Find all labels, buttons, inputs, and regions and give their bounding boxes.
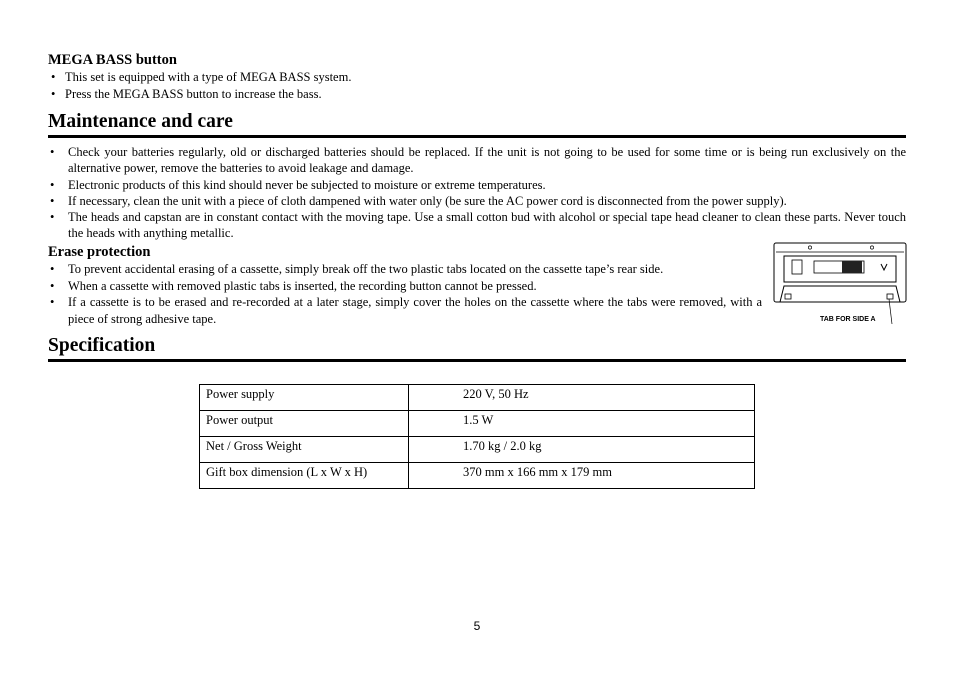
mega-bass-list [48, 69, 908, 102]
spec-label: Net / Gross Weight [200, 437, 409, 463]
cassette-illustration [770, 240, 910, 328]
list-item: • Electronic products of this kind should never be subjected to moisture or extreme temperatures. [48, 177, 906, 193]
spec-value: 1.70 kg / 2.0 kg [409, 437, 755, 463]
table-row [200, 385, 755, 411]
spec-label: Gift box dimension (L x W x H) [200, 463, 409, 489]
spec-value: 220 V, 50 Hz [409, 385, 755, 411]
mega-bass-section [48, 51, 908, 102]
spec-value: 370 mm x 166 mm x 179 mm [409, 463, 755, 489]
table-row [200, 437, 755, 463]
erase-protection-list [48, 261, 762, 327]
table-row [200, 463, 755, 489]
list-item: • This set is equipped with a type of MEGA BASS system. [48, 69, 908, 86]
page-number: 5 [473, 619, 481, 633]
specification-heading: Specification [48, 334, 906, 362]
list-item: • The heads and capstan are in constant contact with the moving tape. Use a small cotton bud with alcohol or special tape head cleaner to clean these parts. Never touch the heads with anything metallic. [48, 209, 906, 242]
list-item: • Check your batteries regularly, old or discharged batteries should be replaced. If the unit is not going to be used for some time or is being run exclusively on the alternative power, remove the batteries to avoid leakage and damage. [48, 144, 906, 177]
list-item: • If a cassette is to be erased and re-recorded at a later stage, simply cover the holes on the cassette where the tabs were removed, with a piece of strong adhesive tape. [48, 294, 762, 327]
erase-protection-section [48, 243, 762, 327]
spec-value: 1.5 W [409, 411, 755, 437]
maintenance-heading: Maintenance and care [48, 110, 906, 138]
spec-label: Power supply [200, 385, 409, 411]
maintenance-list [48, 144, 906, 242]
list-item: • To prevent accidental erasing of a cassette, simply break off the two plastic tabs located on the cassette tape’s rear side. [48, 261, 762, 278]
maintenance-section [48, 144, 906, 242]
table-row [200, 411, 755, 437]
mega-bass-heading: MEGA BASS button [48, 52, 177, 68]
specification-table [199, 384, 755, 489]
cassette-tab-label: TAB FOR SIDE A [820, 316, 876, 323]
erase-protection-heading: Erase protection [48, 244, 151, 260]
list-item: • If necessary, clean the unit with a piece of cloth dampened with water only (be sure the AC power cord is disconnected from the power supply). [48, 193, 906, 209]
list-item: • Press the MEGA BASS button to increase the bass. [48, 86, 908, 103]
list-item: • When a cassette with removed plastic tabs is inserted, the recording button cannot be pressed. [48, 278, 762, 295]
spec-label: Power output [200, 411, 409, 437]
